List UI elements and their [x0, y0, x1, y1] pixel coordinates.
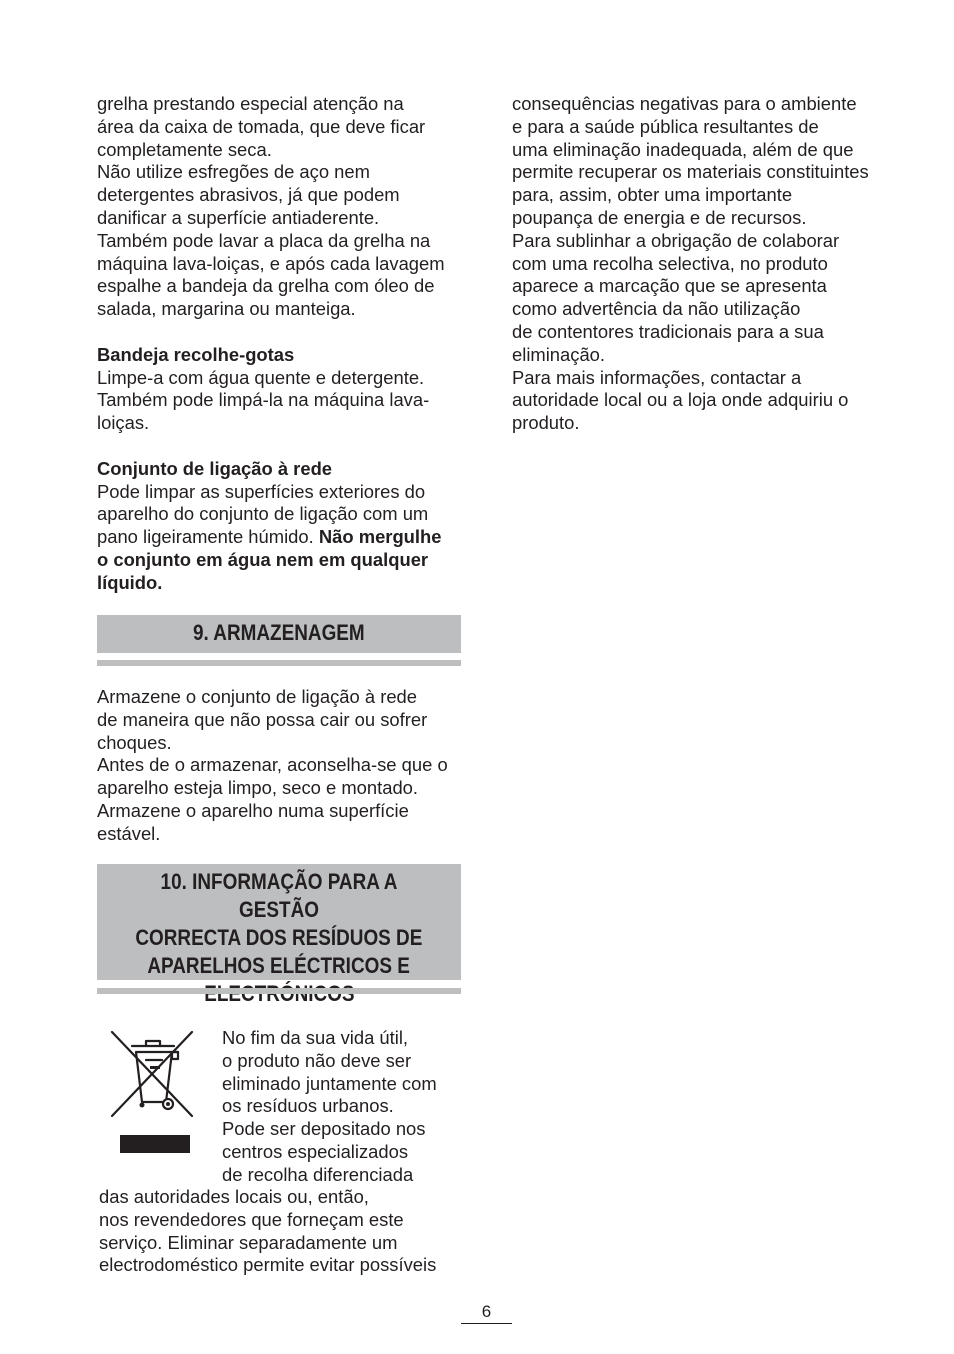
page-number: 6 — [461, 1302, 512, 1324]
right-column — [512, 93, 892, 435]
weee-text-continued: das autoridades locais ou, então, nos revendedores que forneçam este serviço. Eliminar separadamente um electrodoméstico permite evitar possíveis — [99, 1186, 437, 1276]
drip-tray-heading: Bandeja recolhe-gotas — [97, 343, 295, 365]
section-9-heading: 9. ARMAZENAGEM — [97, 615, 461, 653]
section-10-rule — [97, 988, 461, 994]
section-9-rule — [97, 660, 461, 666]
section-10-heading: 10. INFORMAÇÃO PARA A GESTÃO CORRECTA DOS RESÍDUOS DE APARELHOS ELÉCTRICOS E — [97, 864, 461, 980]
storage-text: Armazene o conjunto de ligação à rede de maneira que não possa cair ou sofrer choques. Antes de o armazenar, aconselha-se que o aparelho esteja limpo, seco e montado. Armazene o aparelho numa superfície estável. — [97, 686, 448, 844]
crossed-bin-icon — [110, 1030, 194, 1156]
weee-text-beside-icon: No fim da sua vida útil, o produto não deve ser eliminado juntamente com os resíduos urbanos. Pode ser depositado nos centros especializados de recolha diferenciada — [222, 1027, 437, 1185]
cleaning-text: grelha prestando especial atenção na área da caixa de tomada, que deve ficar completamente seca. Não utilize esfregões de aço nem detergentes abrasivos, já que podem danificar a superfície antiaderente. Também pode lavar a placa da grelha na máquina lava-loiças, e após cada lavagem espalhe a bandeja da grelha com óleo de salada, margarina ou manteiga. — [97, 93, 445, 320]
weee-text-right: consequências negativas para o ambiente e para a saúde pública resultantes de uma eliminação inadequada, além de que permite recuperar os materiais constituintes para, assim, obter uma importante poupança de energia e de recursos. Para sublinhar a obrigação de colaborar com uma recolha selectiva, no produto aparece a marcação que se apresenta como advertência da não utilização de contentores tradicionais para a sua eliminação. Para mais informações, contactar a autoridade local ou a loja onde adquiriu o produto. — [512, 93, 869, 434]
left-column — [97, 93, 462, 595]
drip-tray-text: Limpe-a com água quente e detergente. Também pode limpá-la na máquina lava- loiças. — [97, 366, 430, 434]
power-unit-heading: Conjunto de ligação à rede — [97, 457, 333, 479]
warning-bold: Não mergulhe — [318, 526, 442, 548]
power-unit-text: Pode limpar as superfícies exteriores do aparelho do conjunto de ligação com um pano ligeiramente húmido. Não mergulhe o conjunto em água nem em qualquer líquido. — [97, 480, 442, 593]
